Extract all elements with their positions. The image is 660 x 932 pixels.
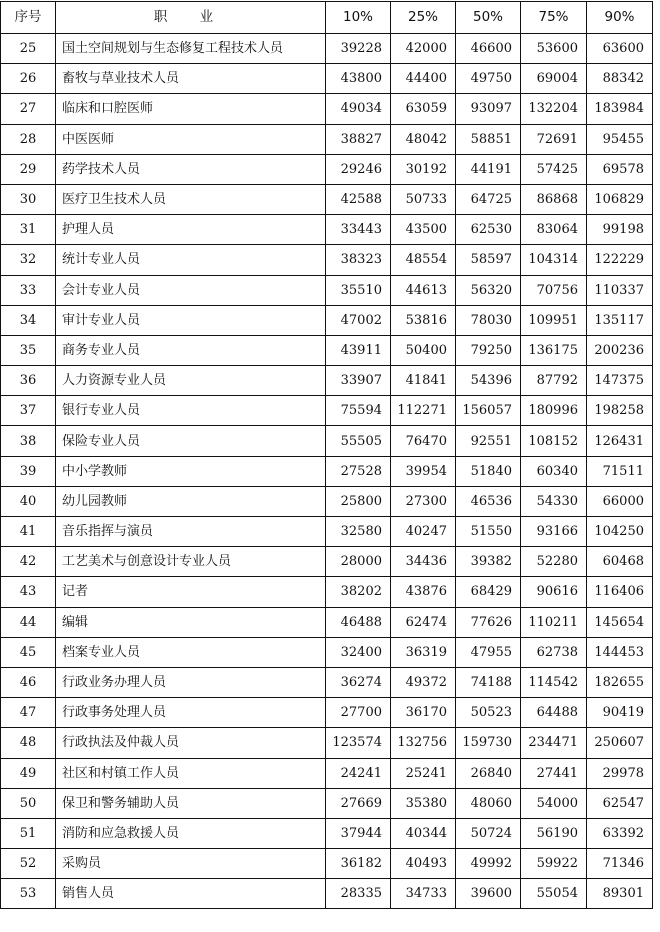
header-p10: 10% <box>326 2 391 34</box>
cell-index: 40 <box>1 486 56 516</box>
cell-p50: 51840 <box>456 456 521 486</box>
cell-index: 43 <box>1 577 56 607</box>
cell-p50: 46536 <box>456 486 521 516</box>
table-row <box>1 245 653 275</box>
cell-p10: 39228 <box>326 34 391 64</box>
cell-p25: 49372 <box>391 667 456 697</box>
cell-p90: 106829 <box>587 184 653 214</box>
cell-index: 42 <box>1 547 56 577</box>
cell-p10: 43800 <box>326 64 391 94</box>
cell-p90: 66000 <box>587 486 653 516</box>
cell-p25: 40247 <box>391 517 456 547</box>
cell-p10: 42588 <box>326 184 391 214</box>
cell-p50: 62530 <box>456 215 521 245</box>
cell-p75: 132204 <box>521 94 587 124</box>
header-p25: 25% <box>391 2 456 34</box>
cell-index: 26 <box>1 64 56 94</box>
cell-occupation: 行政业务办理人员 <box>56 667 326 697</box>
cell-occupation: 社区和村镇工作人员 <box>56 758 326 788</box>
cell-index: 29 <box>1 154 56 184</box>
cell-p50: 51550 <box>456 517 521 547</box>
cell-p10: 38827 <box>326 124 391 154</box>
cell-occupation: 幼儿园教师 <box>56 486 326 516</box>
cell-index: 30 <box>1 184 56 214</box>
cell-p50: 56320 <box>456 275 521 305</box>
cell-p90: 63600 <box>587 34 653 64</box>
cell-p90: 198258 <box>587 396 653 426</box>
cell-p90: 62547 <box>587 788 653 818</box>
cell-occupation: 国土空间规划与生态修复工程技术人员 <box>56 34 326 64</box>
cell-p90: 145654 <box>587 607 653 637</box>
cell-p50: 46600 <box>456 34 521 64</box>
table-row <box>1 758 653 788</box>
cell-p10: 27528 <box>326 456 391 486</box>
table-row <box>1 637 653 667</box>
cell-p10: 38323 <box>326 245 391 275</box>
table-body <box>1 34 653 909</box>
cell-occupation: 医疗卫生技术人员 <box>56 184 326 214</box>
cell-p50: 49992 <box>456 849 521 879</box>
cell-occupation: 中小学教师 <box>56 456 326 486</box>
cell-p10: 27669 <box>326 788 391 818</box>
cell-p50: 74188 <box>456 667 521 697</box>
table-row <box>1 34 653 64</box>
cell-occupation: 保险专业人员 <box>56 426 326 456</box>
cell-index: 51 <box>1 818 56 848</box>
cell-p25: 39954 <box>391 456 456 486</box>
table-row <box>1 396 653 426</box>
table-row <box>1 788 653 818</box>
table-row <box>1 667 653 697</box>
cell-index: 52 <box>1 849 56 879</box>
cell-p75: 110211 <box>521 607 587 637</box>
cell-index: 34 <box>1 305 56 335</box>
cell-p75: 93166 <box>521 517 587 547</box>
cell-p75: 234471 <box>521 728 587 758</box>
cell-index: 38 <box>1 426 56 456</box>
cell-p10: 32400 <box>326 637 391 667</box>
cell-p10: 38202 <box>326 577 391 607</box>
cell-p75: 53600 <box>521 34 587 64</box>
cell-p75: 109951 <box>521 305 587 335</box>
cell-p10: 27700 <box>326 698 391 728</box>
cell-p75: 27441 <box>521 758 587 788</box>
cell-p25: 44400 <box>391 64 456 94</box>
cell-p10: 33907 <box>326 366 391 396</box>
cell-p75: 69004 <box>521 64 587 94</box>
cell-p90: 122229 <box>587 245 653 275</box>
cell-p10: 33443 <box>326 215 391 245</box>
cell-p75: 108152 <box>521 426 587 456</box>
cell-p25: 25241 <box>391 758 456 788</box>
cell-index: 47 <box>1 698 56 728</box>
table-row <box>1 305 653 335</box>
cell-p75: 54330 <box>521 486 587 516</box>
header-index: 序号 <box>1 2 56 34</box>
cell-p25: 43876 <box>391 577 456 607</box>
cell-p90: 147375 <box>587 366 653 396</box>
cell-p10: 25800 <box>326 486 391 516</box>
cell-p75: 54000 <box>521 788 587 818</box>
cell-p90: 126431 <box>587 426 653 456</box>
cell-p10: 46488 <box>326 607 391 637</box>
cell-p25: 34733 <box>391 879 456 909</box>
header-p50: 50% <box>456 2 521 34</box>
cell-p10: 43911 <box>326 335 391 365</box>
cell-occupation: 音乐指挥与演员 <box>56 517 326 547</box>
cell-p50: 93097 <box>456 94 521 124</box>
cell-p10: 36182 <box>326 849 391 879</box>
table-row <box>1 849 653 879</box>
cell-occupation: 商务专业人员 <box>56 335 326 365</box>
cell-p75: 83064 <box>521 215 587 245</box>
cell-p10: 28000 <box>326 547 391 577</box>
cell-occupation: 临床和口腔医师 <box>56 94 326 124</box>
cell-p50: 54396 <box>456 366 521 396</box>
cell-p10: 35510 <box>326 275 391 305</box>
cell-p75: 62738 <box>521 637 587 667</box>
cell-p75: 114542 <box>521 667 587 697</box>
cell-occupation: 编辑 <box>56 607 326 637</box>
cell-p10: 32580 <box>326 517 391 547</box>
table-row <box>1 154 653 184</box>
cell-p10: 47002 <box>326 305 391 335</box>
cell-index: 33 <box>1 275 56 305</box>
cell-p75: 56190 <box>521 818 587 848</box>
cell-occupation: 会计专业人员 <box>56 275 326 305</box>
cell-p75: 87792 <box>521 366 587 396</box>
cell-index: 35 <box>1 335 56 365</box>
cell-p90: 90419 <box>587 698 653 728</box>
cell-index: 49 <box>1 758 56 788</box>
table-row <box>1 335 653 365</box>
cell-p25: 40344 <box>391 818 456 848</box>
cell-p90: 63392 <box>587 818 653 848</box>
cell-p25: 35380 <box>391 788 456 818</box>
cell-p50: 49750 <box>456 64 521 94</box>
table-row <box>1 698 653 728</box>
table-row <box>1 215 653 245</box>
cell-index: 37 <box>1 396 56 426</box>
cell-p90: 99198 <box>587 215 653 245</box>
cell-p75: 70756 <box>521 275 587 305</box>
cell-p75: 72691 <box>521 124 587 154</box>
cell-p25: 50733 <box>391 184 456 214</box>
cell-index: 44 <box>1 607 56 637</box>
cell-p75: 136175 <box>521 335 587 365</box>
table-row <box>1 275 653 305</box>
cell-p90: 29978 <box>587 758 653 788</box>
cell-occupation: 中医医师 <box>56 124 326 154</box>
table-row <box>1 818 653 848</box>
cell-p25: 132756 <box>391 728 456 758</box>
cell-p25: 34436 <box>391 547 456 577</box>
table-row <box>1 184 653 214</box>
cell-p10: 123574 <box>326 728 391 758</box>
cell-index: 25 <box>1 34 56 64</box>
cell-p25: 30192 <box>391 154 456 184</box>
cell-index: 41 <box>1 517 56 547</box>
cell-p25: 44613 <box>391 275 456 305</box>
cell-p25: 36319 <box>391 637 456 667</box>
cell-occupation: 档案专业人员 <box>56 637 326 667</box>
cell-p10: 24241 <box>326 758 391 788</box>
cell-p90: 71511 <box>587 456 653 486</box>
table-row <box>1 124 653 154</box>
cell-p25: 112271 <box>391 396 456 426</box>
cell-p50: 48060 <box>456 788 521 818</box>
cell-p50: 39600 <box>456 879 521 909</box>
header-p90: 90% <box>587 2 653 34</box>
cell-p50: 68429 <box>456 577 521 607</box>
cell-index: 50 <box>1 788 56 818</box>
cell-p75: 57425 <box>521 154 587 184</box>
cell-p50: 79250 <box>456 335 521 365</box>
table-row <box>1 366 653 396</box>
wage-table <box>0 1 653 909</box>
cell-p25: 53816 <box>391 305 456 335</box>
cell-occupation: 采购员 <box>56 849 326 879</box>
cell-p25: 41841 <box>391 366 456 396</box>
cell-p25: 63059 <box>391 94 456 124</box>
cell-p25: 62474 <box>391 607 456 637</box>
cell-index: 28 <box>1 124 56 154</box>
cell-p25: 27300 <box>391 486 456 516</box>
cell-index: 39 <box>1 456 56 486</box>
cell-p25: 48554 <box>391 245 456 275</box>
cell-p50: 77626 <box>456 607 521 637</box>
cell-p90: 182655 <box>587 667 653 697</box>
cell-p25: 50400 <box>391 335 456 365</box>
cell-p50: 47955 <box>456 637 521 667</box>
cell-index: 53 <box>1 879 56 909</box>
cell-index: 31 <box>1 215 56 245</box>
cell-p90: 144453 <box>587 637 653 667</box>
cell-p75: 52280 <box>521 547 587 577</box>
cell-p90: 135117 <box>587 305 653 335</box>
cell-p50: 64725 <box>456 184 521 214</box>
cell-p10: 29246 <box>326 154 391 184</box>
table-row <box>1 456 653 486</box>
cell-p90: 71346 <box>587 849 653 879</box>
cell-p25: 36170 <box>391 698 456 728</box>
cell-index: 32 <box>1 245 56 275</box>
cell-occupation: 消防和应急救援人员 <box>56 818 326 848</box>
cell-p25: 76470 <box>391 426 456 456</box>
cell-p50: 50523 <box>456 698 521 728</box>
cell-occupation: 统计专业人员 <box>56 245 326 275</box>
header-p75: 75% <box>521 2 587 34</box>
cell-p10: 49034 <box>326 94 391 124</box>
cell-occupation: 记者 <box>56 577 326 607</box>
cell-p90: 89301 <box>587 879 653 909</box>
cell-p75: 104314 <box>521 245 587 275</box>
cell-index: 45 <box>1 637 56 667</box>
cell-occupation: 人力资源专业人员 <box>56 366 326 396</box>
cell-p75: 59922 <box>521 849 587 879</box>
cell-occupation: 行政执法及仲裁人员 <box>56 728 326 758</box>
table-row <box>1 486 653 516</box>
table-row <box>1 64 653 94</box>
header-row <box>1 2 653 34</box>
cell-index: 46 <box>1 667 56 697</box>
cell-p90: 116406 <box>587 577 653 607</box>
table-row <box>1 94 653 124</box>
cell-p75: 60340 <box>521 456 587 486</box>
cell-index: 48 <box>1 728 56 758</box>
cell-occupation: 畜牧与草业技术人员 <box>56 64 326 94</box>
cell-p25: 48042 <box>391 124 456 154</box>
cell-index: 27 <box>1 94 56 124</box>
cell-p75: 64488 <box>521 698 587 728</box>
table-row <box>1 577 653 607</box>
cell-occupation: 审计专业人员 <box>56 305 326 335</box>
cell-p90: 69578 <box>587 154 653 184</box>
cell-p25: 40493 <box>391 849 456 879</box>
cell-occupation: 保卫和警务辅助人员 <box>56 788 326 818</box>
cell-occupation: 工艺美术与创意设计专业人员 <box>56 547 326 577</box>
cell-p10: 28335 <box>326 879 391 909</box>
cell-p50: 78030 <box>456 305 521 335</box>
cell-p25: 42000 <box>391 34 456 64</box>
cell-p50: 156057 <box>456 396 521 426</box>
cell-p75: 86868 <box>521 184 587 214</box>
cell-p50: 50724 <box>456 818 521 848</box>
page-bottom-margin <box>0 922 660 932</box>
cell-p25: 43500 <box>391 215 456 245</box>
table-row <box>1 728 653 758</box>
table-row <box>1 426 653 456</box>
cell-p50: 92551 <box>456 426 521 456</box>
cell-p75: 180996 <box>521 396 587 426</box>
cell-p90: 250607 <box>587 728 653 758</box>
cell-p90: 183984 <box>587 94 653 124</box>
cell-p75: 90616 <box>521 577 587 607</box>
cell-p50: 44191 <box>456 154 521 184</box>
cell-p10: 75594 <box>326 396 391 426</box>
cell-p50: 26840 <box>456 758 521 788</box>
cell-p50: 58851 <box>456 124 521 154</box>
table-row <box>1 879 653 909</box>
cell-p75: 55054 <box>521 879 587 909</box>
table-row <box>1 607 653 637</box>
cell-p90: 200236 <box>587 335 653 365</box>
cell-p50: 159730 <box>456 728 521 758</box>
table-row <box>1 547 653 577</box>
cell-p50: 58597 <box>456 245 521 275</box>
cell-p10: 36274 <box>326 667 391 697</box>
cell-p90: 88342 <box>587 64 653 94</box>
cell-p90: 95455 <box>587 124 653 154</box>
cell-occupation: 销售人员 <box>56 879 326 909</box>
cell-occupation: 药学技术人员 <box>56 154 326 184</box>
cell-occupation: 银行专业人员 <box>56 396 326 426</box>
header-occupation: 职 业 <box>56 2 326 34</box>
cell-p10: 55505 <box>326 426 391 456</box>
cell-p90: 104250 <box>587 517 653 547</box>
cell-index: 36 <box>1 366 56 396</box>
table-row <box>1 517 653 547</box>
cell-occupation: 行政事务处理人员 <box>56 698 326 728</box>
cell-occupation: 护理人员 <box>56 215 326 245</box>
cell-p90: 110337 <box>587 275 653 305</box>
cell-p50: 39382 <box>456 547 521 577</box>
cell-p10: 37944 <box>326 818 391 848</box>
cell-p90: 60468 <box>587 547 653 577</box>
